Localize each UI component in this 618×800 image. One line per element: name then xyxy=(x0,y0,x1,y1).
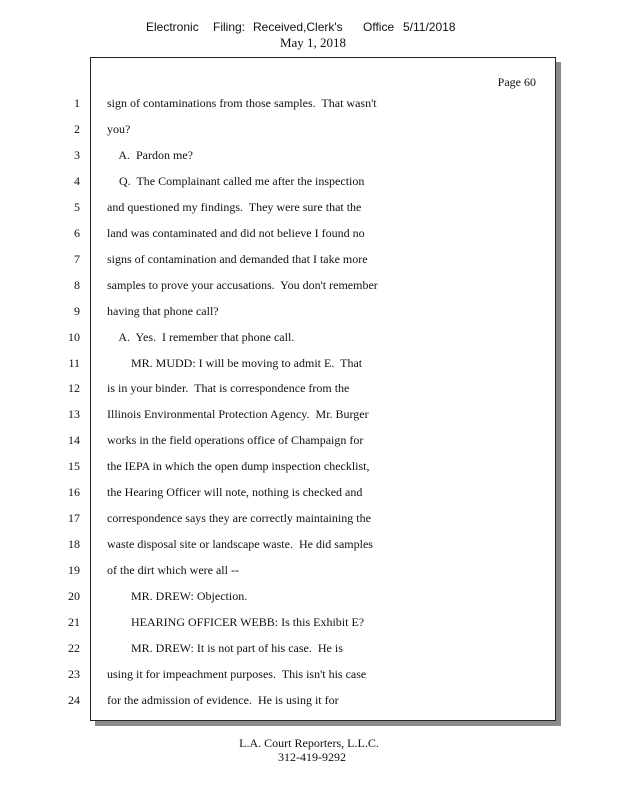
line-number: 3 xyxy=(74,148,80,162)
line-text: Q. The Complainant called me after the inspection xyxy=(107,174,365,188)
line-number: 24 xyxy=(68,693,80,707)
filing-word-electronic: Electronic xyxy=(146,20,199,34)
line-number: 22 xyxy=(68,641,80,655)
line-text: MR. DREW: Objection. xyxy=(107,589,248,603)
line-text: is in your binder. That is correspondence from the xyxy=(107,381,350,395)
footer-company: L.A. Court Reporters, L.L.C. xyxy=(239,736,379,750)
line-number: 18 xyxy=(68,537,80,551)
line-text: Illinois Environmental Protection Agency. Mr. Burger xyxy=(107,407,369,421)
line-number: 9 xyxy=(74,304,80,318)
line-number: 15 xyxy=(68,459,80,473)
line-number: 13 xyxy=(68,407,80,421)
line-text: you? xyxy=(107,122,131,136)
line-text: works in the field operations office of Champaign for xyxy=(107,433,364,447)
line-text: HEARING OFFICER WEBB: Is this Exhibit E? xyxy=(107,615,365,629)
filing-word-received: Received,Clerk's xyxy=(253,20,343,34)
line-text: land was contaminated and did not believe I found no xyxy=(107,226,365,240)
line-number: 4 xyxy=(74,174,80,188)
line-text: waste disposal site or landscape waste. He did samples xyxy=(107,537,373,551)
filing-date: 5/11/2018 xyxy=(403,20,456,34)
filing-word-office: Office xyxy=(363,20,395,34)
filing-word-filing: Filing: xyxy=(213,20,246,34)
line-number: 17 xyxy=(68,511,80,525)
line-number: 6 xyxy=(74,226,80,240)
line-text: MR. DREW: It is not part of his case. He is xyxy=(107,641,343,655)
line-number: 23 xyxy=(68,667,80,681)
line-text: the IEPA in which the open dump inspection checklist, xyxy=(107,459,370,473)
line-number: 14 xyxy=(68,433,80,447)
line-number: 21 xyxy=(68,615,80,629)
line-number: 11 xyxy=(68,356,80,370)
line-text: having that phone call? xyxy=(107,304,219,318)
line-text: MR. MUDD: I will be moving to admit E. That xyxy=(107,356,363,370)
line-text: correspondence says they are correctly maintaining the xyxy=(107,511,371,525)
line-text: A. Yes. I remember that phone call. xyxy=(107,330,295,344)
line-text: signs of contamination and demanded that I take more xyxy=(107,252,368,266)
line-text: and questioned my findings. They were sure that the xyxy=(107,200,362,214)
footer-phone: 312-419-9292 xyxy=(278,750,346,764)
line-number: 8 xyxy=(74,278,80,292)
line-text: the Hearing Officer will note, nothing is checked and xyxy=(107,485,363,499)
line-text: using it for impeachment purposes. This isn't his case xyxy=(107,667,367,681)
line-number: 19 xyxy=(68,563,80,577)
line-text: for the admission of evidence. He is using it for xyxy=(107,693,339,707)
line-number: 7 xyxy=(74,252,80,266)
transcript-date: May 1, 2018 xyxy=(279,35,347,50)
filing-stamp xyxy=(0,20,618,36)
line-text: of the dirt which were all -- xyxy=(107,563,239,577)
line-number: 5 xyxy=(74,200,80,214)
line-number: 12 xyxy=(68,381,80,395)
line-text: samples to prove your accusations. You don't remember xyxy=(107,278,378,292)
line-number: 16 xyxy=(68,485,80,499)
line-number: 2 xyxy=(74,122,80,136)
page-number: Page 60 xyxy=(497,75,536,89)
line-number: 1 xyxy=(74,96,80,110)
line-number: 10 xyxy=(68,330,80,344)
line-number: 20 xyxy=(68,589,80,603)
line-text: A. Pardon me? xyxy=(107,148,193,162)
line-text: sign of contaminations from those samples. That wasn't xyxy=(107,96,377,110)
